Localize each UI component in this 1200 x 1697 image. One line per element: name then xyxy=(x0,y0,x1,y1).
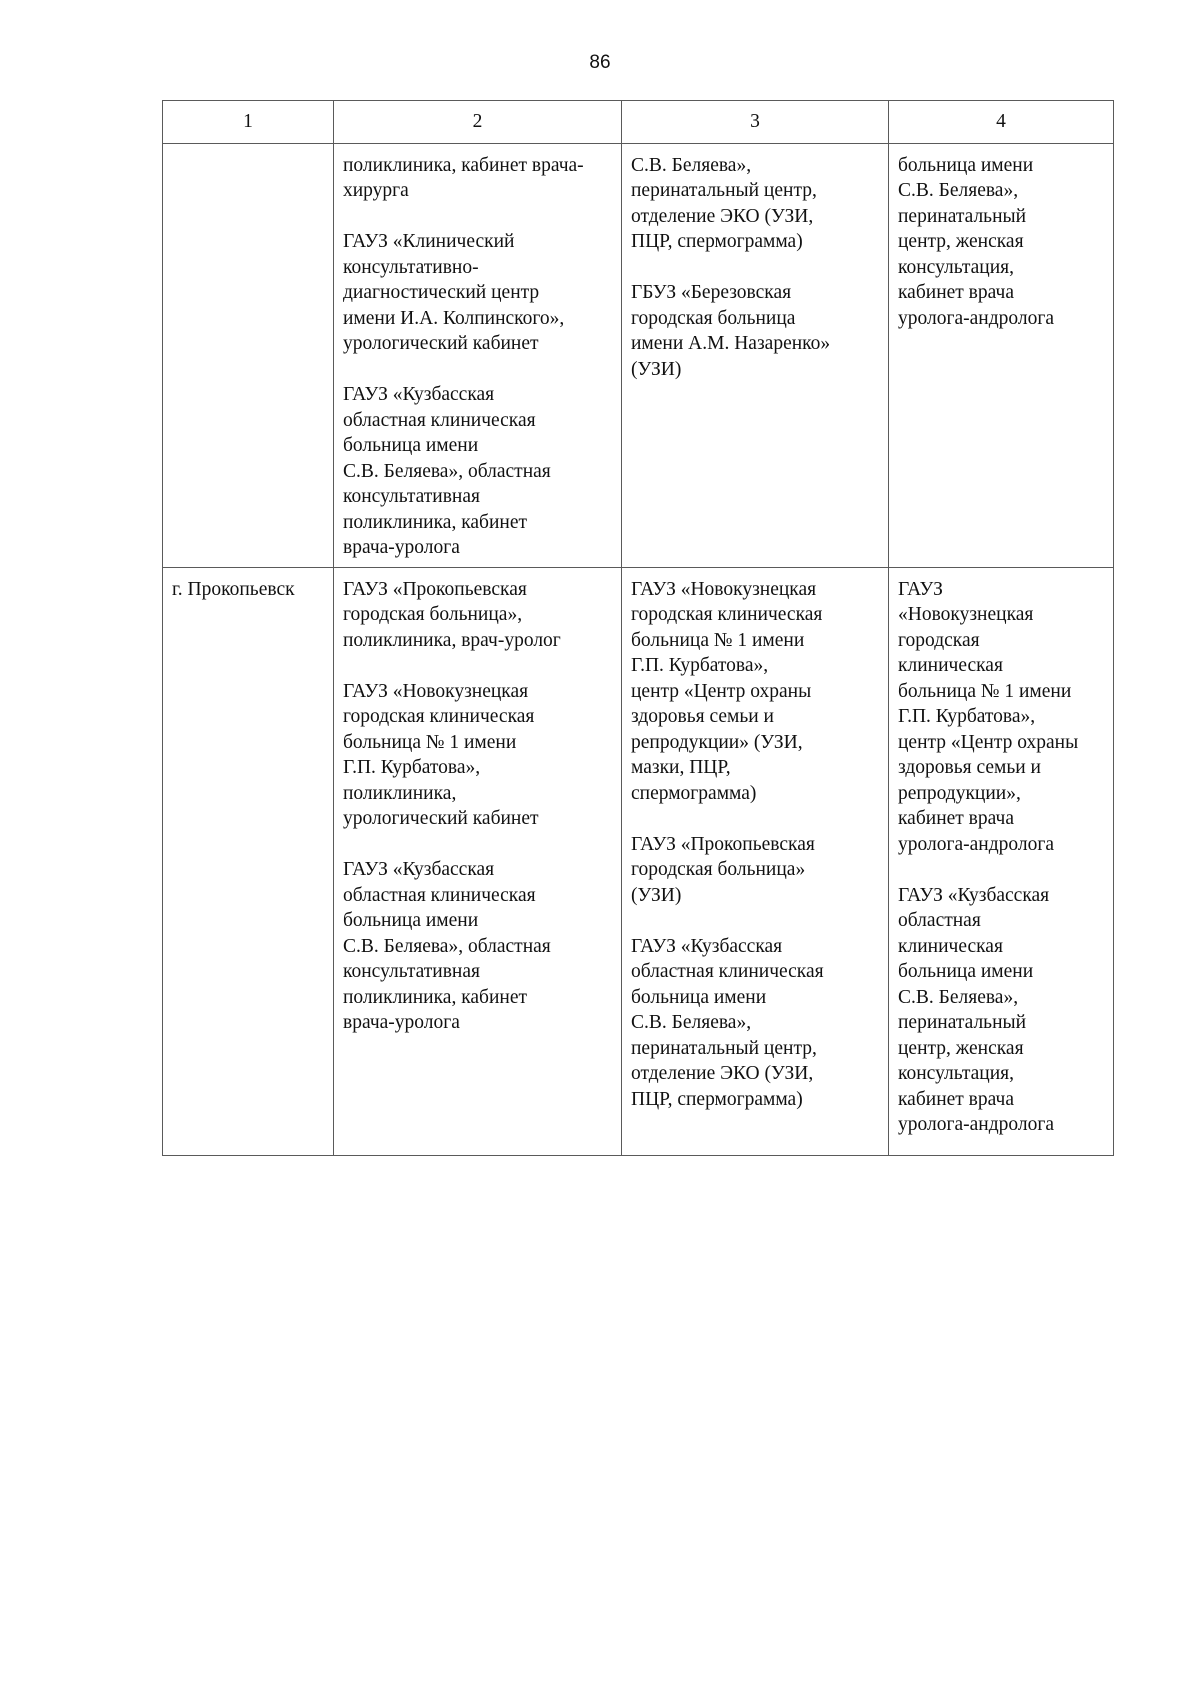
text-line: перинатальный xyxy=(898,205,1027,227)
text-line: больница № 1 имени xyxy=(343,731,517,753)
text-line: отделение ЭКО (УЗИ, xyxy=(631,1063,814,1084)
text-line: ГАУЗ «Новокузнецкая xyxy=(343,680,529,702)
text-line: отделение ЭКО (УЗИ, xyxy=(631,205,814,227)
text-line: городская больница xyxy=(631,307,796,329)
text-line: центр, женская xyxy=(898,231,1024,252)
specialist-cell xyxy=(334,143,622,567)
column-header-1: 1 xyxy=(163,101,334,144)
city-cell xyxy=(163,143,334,567)
text-line: С.В. Беляева», xyxy=(898,986,1019,1008)
institutions-table xyxy=(162,100,1114,1156)
text-line: здоровья семьи и xyxy=(631,706,774,727)
text-line: диагностический центр xyxy=(343,282,540,303)
text-line: ГАУЗ «Прокопьевская xyxy=(343,578,527,600)
text-line: поликлиника, кабинет xyxy=(343,511,527,533)
text-line: консультативно- xyxy=(343,256,479,278)
text-line: больница № 1 имени xyxy=(631,629,805,651)
text-line: больница имени xyxy=(631,986,767,1008)
text-line: ГАУЗ «Прокопьевская xyxy=(631,833,815,855)
text-line: клиническая xyxy=(898,655,1003,676)
table-row xyxy=(163,143,1114,567)
institution-entry xyxy=(343,229,613,357)
column-header-4: 4 xyxy=(889,101,1114,144)
institution-entry xyxy=(631,280,880,382)
andrologist-cell xyxy=(889,567,1114,1155)
text-line: областная клиническая xyxy=(343,409,536,431)
text-line: больница имени xyxy=(343,435,479,456)
text-line: областная xyxy=(898,910,981,931)
text-line: городская больница», xyxy=(343,604,523,625)
text-line: «Новокузнецкая xyxy=(898,604,1034,625)
text-line: больница имени xyxy=(898,154,1034,176)
text-line: имени И.А. Колпинского», xyxy=(343,307,565,329)
text-line: хирурга xyxy=(343,180,409,201)
text-line: больница имени xyxy=(343,910,479,931)
text-line: перинатальный центр, xyxy=(631,1037,817,1059)
text-line: (УЗИ) xyxy=(631,884,682,906)
text-line: репродукции» (УЗИ, xyxy=(631,731,803,753)
text-line: Г.П. Курбатова», xyxy=(898,706,1036,727)
text-line: ГАУЗ «Кузбасская xyxy=(898,884,1050,906)
text-line: областная клиническая xyxy=(631,961,824,982)
text-line: ГАУЗ «Кузбасская xyxy=(343,859,495,880)
text-line: консультация, xyxy=(898,1063,1014,1084)
text-line: врача-уролога xyxy=(343,537,460,558)
text-line: урологический кабинет xyxy=(343,808,539,829)
text-line: ГАУЗ «Новокузнецкая xyxy=(631,578,817,600)
text-line: Г.П. Курбатова», xyxy=(343,757,481,778)
text-line: уролога-андролога xyxy=(898,833,1055,855)
text-line: поликлиника, кабинет врача- xyxy=(343,154,584,176)
text-line: ГАУЗ «Клинический xyxy=(343,231,515,252)
text-line: областная клиническая xyxy=(343,884,536,906)
text-line: консультативная xyxy=(343,486,480,507)
text-line: консультация, xyxy=(898,256,1014,278)
text-line: репродукции», xyxy=(898,782,1021,804)
text-line: уролога-андролога xyxy=(898,1114,1055,1135)
text-line: С.В. Беляева», xyxy=(631,154,752,176)
institution-entry xyxy=(631,577,880,807)
text-line: ГБУЗ «Березовская xyxy=(631,282,792,303)
text-line: ПЦР, спермограмма) xyxy=(631,231,803,252)
text-line: городская больница» xyxy=(631,859,806,880)
text-line: городская клиническая xyxy=(343,706,535,727)
diagnostics-cell xyxy=(622,567,889,1155)
text-line: центр «Центр охраны xyxy=(631,680,812,702)
page-number: 86 xyxy=(589,52,611,73)
text-line: поликлиника, врач-уролог xyxy=(343,629,561,651)
text-line: ГАУЗ xyxy=(898,578,943,600)
text-line: кабинет врача xyxy=(898,282,1014,303)
institution-entry xyxy=(631,153,880,255)
column-header-3: 3 xyxy=(622,101,889,144)
institution-entry xyxy=(631,934,880,1113)
table-row xyxy=(163,567,1114,1155)
text-line: больница № 1 имени xyxy=(898,680,1072,702)
header-row xyxy=(163,101,1114,144)
text-line: С.В. Беляева», xyxy=(631,1012,752,1033)
institution-entry xyxy=(343,577,613,654)
column-header-2: 2 xyxy=(334,101,622,144)
text-line: здоровья семьи и xyxy=(898,757,1041,778)
institution-entry xyxy=(898,883,1105,1138)
text-line: С.В. Беляева», xyxy=(898,180,1019,201)
text-line: ГАУЗ «Кузбасская xyxy=(343,384,495,405)
text-line: консультативная xyxy=(343,961,480,982)
text-line: больница имени xyxy=(898,961,1034,982)
institution-entry xyxy=(343,679,613,832)
diagnostics-cell xyxy=(622,143,889,567)
text-line: центр «Центр охраны xyxy=(898,731,1079,753)
text-line: спермограмма) xyxy=(631,782,757,804)
institution-entry xyxy=(343,857,613,1036)
city-cell: г. Прокопьевск xyxy=(163,567,334,1155)
text-line: ПЦР, спермограмма) xyxy=(631,1088,803,1110)
institution-entry xyxy=(343,153,613,204)
text-line: урологический кабинет xyxy=(343,333,539,354)
text-line: имени А.М. Назаренко» xyxy=(631,333,831,354)
text-line: (УЗИ) xyxy=(631,358,682,380)
specialist-cell xyxy=(334,567,622,1155)
text-line: мазки, ПЦР, xyxy=(631,757,731,778)
institution-entry xyxy=(343,382,613,561)
institution-entry xyxy=(631,832,880,909)
text-line: уролога-андролога xyxy=(898,307,1055,329)
text-line: Г.П. Курбатова», xyxy=(631,655,769,676)
text-line: городская xyxy=(898,629,980,651)
andrologist-cell xyxy=(889,143,1114,567)
text-line: С.В. Беляева», областная xyxy=(343,935,551,957)
text-line: врача-уролога xyxy=(343,1012,460,1033)
text-line: перинатальный xyxy=(898,1012,1027,1033)
institution-entry xyxy=(898,153,1105,332)
text-line: поликлиника, xyxy=(343,782,457,804)
text-line: клиническая xyxy=(898,935,1003,957)
text-line: перинатальный центр, xyxy=(631,180,817,201)
text-line: ГАУЗ «Кузбасская xyxy=(631,935,783,957)
text-line: поликлиника, кабинет xyxy=(343,986,527,1008)
institution-entry xyxy=(898,577,1105,858)
text-line: кабинет врача xyxy=(898,808,1014,829)
text-line: городская клиническая xyxy=(631,604,823,625)
text-line: центр, женская xyxy=(898,1037,1024,1059)
text-line: С.В. Беляева», областная xyxy=(343,460,551,482)
text-line: кабинет врача xyxy=(898,1088,1014,1110)
